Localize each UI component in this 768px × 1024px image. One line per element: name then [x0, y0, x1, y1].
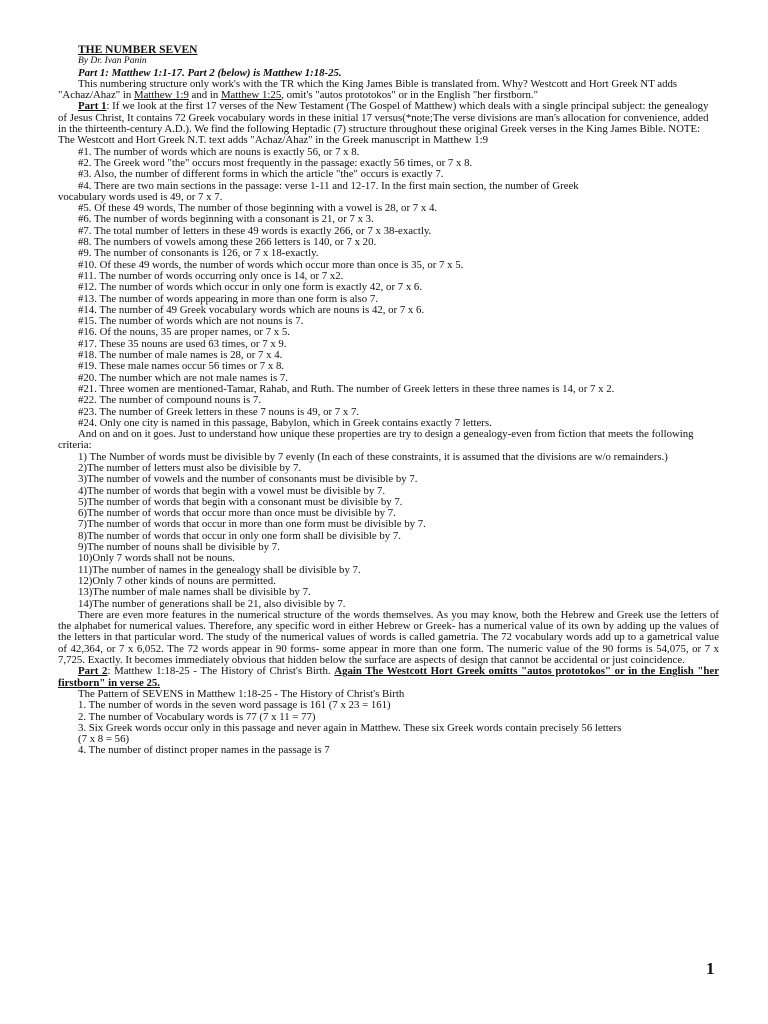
list-item: #15. The number of words which are not nouns is 7.	[78, 315, 304, 328]
list-item: 4. The number of distinct proper names in the passage is 7	[78, 744, 330, 757]
list-item: 2. The number of Vocabulary words is 77 (7 x 11 = 77)	[78, 710, 316, 723]
list-item: #12. The number of words which occur in only one form is exactly 42, or 7 x 6.	[78, 281, 423, 294]
list-item: 2)The number of letters must also be divisible by 7.	[78, 461, 302, 474]
list-item: 14)The number of generations shall be 21, also divisible by 7.	[78, 597, 346, 610]
list-item: 4)The number of words that begin with a vowel must be divisible by 7.	[78, 484, 386, 497]
list-item: #6. The number of words beginning with a consonant is 21, or 7 x 3.	[78, 213, 374, 226]
list-item: #11. The number of words occurring only once is 14, or 7 x2.	[78, 269, 344, 282]
list-item: #7. The total number of letters in these 49 words is exactly 266, or 7 x 38-exactly.	[78, 224, 432, 237]
page-number: 1	[706, 959, 715, 978]
part2-heading: The Pattern of SEVENS in Matthew 1:18-25 - The History of Christ's Birth	[78, 687, 405, 700]
author-line: By Dr. Ivan Panin	[78, 56, 147, 67]
list-item: #23. The number of Greek letters in these 7 nouns is 49, or 7 x 7.	[78, 405, 360, 418]
list-item: #19. These male names occur 56 times or 7 x 8.	[78, 360, 285, 373]
list-item: vocabulary words used is 49, or 7 x 7.	[58, 190, 223, 203]
part2-bold-note: Again The Westcott Hort Greek omitts "autos prototokos" or in the English "her firstborn" in verse 25.	[58, 665, 719, 689]
part2-text: : Matthew 1:18-25 - The History of Christ's Birth.	[107, 665, 335, 678]
list-item: 1) The Number of words must be divisible by 7 evenly (In each of these constraints, it is assumed that the divisions are w/o remainders.)	[78, 450, 668, 463]
criteria-list	[58, 452, 719, 610]
list-item: #9. The number of consonants is 126, or 7 x 18-exactly.	[78, 247, 319, 260]
list-item: 3)The number of vowels and the number of consonants must be divisible by 7.	[78, 473, 418, 486]
list-item: 3. Six Greek words occur only in this passage and never again in Matthew. These six Greek words contain precisely 56 letters	[78, 721, 622, 734]
list-item: #8. The numbers of vowels among these 266 letters is 140, or 7 x 20.	[78, 236, 377, 249]
intro-text-1: This numbering structure only work's with the TR which the King James Bible is translated from. Why? Westcott and Hort Greek NT adds "Achaz/Ahaz" in	[58, 77, 678, 102]
list-item: #18. The number of male names is 28, or 7 x 4.	[78, 349, 283, 362]
list-item: 13)The number of male names shall be divisible by 7.	[78, 586, 311, 599]
part2-list	[58, 700, 719, 756]
part2-label: Part 2	[78, 665, 108, 678]
list-item: 9)The number of nouns shall be divisible by 7.	[78, 541, 280, 554]
list-item: #16. Of the nouns, 35 are proper names, or 7 x 5.	[78, 326, 290, 339]
list-item: 10)Only 7 words shall not be nouns.	[78, 552, 235, 565]
criteria-intro: And on and on it goes. Just to understand how unique these properties are try to design a genealogy-even from fiction that meets the following criteria:	[58, 428, 694, 452]
intro-text-2: and in	[188, 89, 221, 102]
list-item: 7)The number of words that occur in more than one form must be divisible by 7.	[78, 518, 426, 531]
intro-paragraph	[58, 79, 719, 102]
list-item: #2. The Greek word "the" occurs most frequently in the passage: exactly 56 times, or 7 x 8.	[78, 156, 473, 169]
part1-label: Part 1	[78, 100, 107, 113]
list-item: #14. The number of 49 Greek vocabulary words which are nouns is 42, or 7 x 6.	[78, 303, 425, 316]
list-item: #20. The number which are not male names is 7.	[78, 371, 288, 384]
list-item: #13. The number of words appearing in more than one form is also 7.	[78, 292, 378, 305]
list-item: 11)The number of names in the genealogy shall be divisible by 7.	[78, 563, 361, 576]
part2-paragraph	[58, 666, 719, 689]
part1-paragraph	[58, 101, 719, 146]
subtitle: Part 1: Matthew 1:1-17. Part 2 (below) is Matthew 1:18-25.	[78, 66, 342, 79]
list-item: 5)The number of words that begin with a consonant must be divisible by 7.	[78, 495, 403, 508]
intro-text-3: , omit's "autos prototokos" or in the English "her firstborn."	[281, 89, 539, 102]
document-title: THE NUMBER SEVEN	[78, 44, 198, 56]
part1-text: : If we look at the first 17 verses of the New Testament (The Gospel of Matthew) which deals with a single principal subject: the genealogy of Jesus Christ, It contains 72 Greek vocabulary words in these initial 17 versus(*note;The verse divisions are man's allocation for convenience, added in the thirteenth-century A.D.). We find the following Heptadic (7) structure throughout these original Greek verses in the King James Bible. NOTE: The Westcott and Hort Greek N.T. text adds "Achaz/Ahaz" in the Greek manuscript in Matthew 1:9	[58, 100, 709, 147]
link-matthew-1-25[interactable]: Matthew 1:25	[220, 89, 282, 102]
link-matthew-1-9[interactable]: Matthew 1:9	[133, 89, 189, 102]
list-item: 1. The number of words in the seven word passage is 161 (7 x 23 = 161)	[78, 699, 391, 712]
features-paragraph: There are even more features in the numerical structure of the words themselves. As you may know, both the Hebrew and Greek use the letters of the alphabet for numerical values. Therefore, any specific word in either Hebrew or Greek- has a numerical value of its own by adding up the values of the letters in that particular word. The study of the numerical values of words is called gametria. The 72 vocabulary words add up to a gametrical value of 42,364, or 7 x 6,052. The 72 words appear in 90 forms- some appear in more than one form. The numeric value of the 90 forms is 54,075, or 7 x 7,725. Exactly. It becomes immediately obvious that hidden below the surface are aspects of design that cannot be accidental or just coincidence.	[58, 608, 719, 667]
list-item: #4. There are two main sections in the passage: verse 1-11 and 12-17. In the first main section, the number of Greek	[78, 179, 579, 192]
list-item: #17. These 35 nouns are used 63 times, or 7 x 9.	[78, 337, 287, 350]
list-item: (7 x 8 = 56)	[78, 733, 130, 746]
facts-list	[58, 147, 719, 429]
list-item: 8)The number of words that occur in only one form shall be divisible by 7.	[78, 529, 401, 542]
list-item: 6)The number of words that occur more than once must be divisible by 7.	[78, 507, 396, 520]
list-item: #3. Also, the number of different forms in which the article "the" occurs is exactly 7.	[78, 168, 444, 181]
list-item: #1. The number of words which are nouns is exactly 56, or 7 x 8.	[78, 145, 360, 158]
list-item: 12)Only 7 other kinds of nouns are permitted.	[78, 574, 276, 587]
list-item: #24. Only one city is named in this passage, Babylon, which in Greek contains exactly 7 letters.	[78, 416, 492, 429]
list-item: #22. The number of compound nouns is 7.	[78, 394, 262, 407]
list-item: #21. Three women are mentioned-Tamar, Rahab, and Ruth. The number of Greek letters in these three names is 14, or 7 x 2.	[78, 382, 615, 395]
document-page	[58, 45, 719, 757]
list-item: #5. Of these 49 words, The number of those beginning with a vowel is 28, or 7 x 4.	[78, 202, 438, 215]
list-item: #10. Of these 49 words, the number of words which occur more than once is 35, or 7 x 5.	[78, 258, 464, 271]
